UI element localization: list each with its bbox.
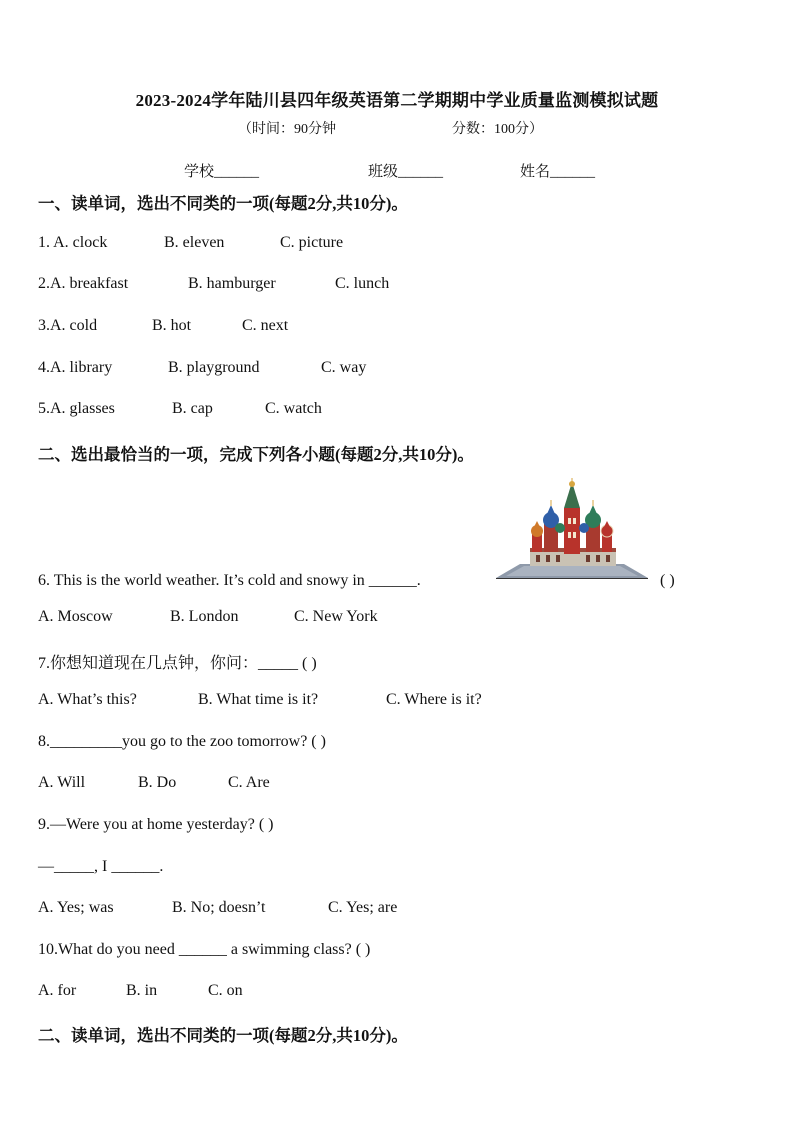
question-10-option-c: C. on (208, 982, 243, 999)
question-2 (38, 275, 128, 293)
question-6-option-c: C. New York (294, 608, 378, 625)
name-field: 姓名______ (520, 164, 596, 180)
option-c: C. watch (265, 400, 322, 417)
option-a: A. clock (53, 234, 108, 251)
option-b: B. eleven (164, 234, 225, 251)
question-7-option-c: C. Where is it? (386, 691, 482, 708)
class-field: 班级______ (368, 164, 444, 180)
option-a: A. library (50, 359, 113, 376)
question-10-option-a: A. for (38, 982, 77, 999)
option-b: B. playground (168, 359, 260, 376)
option-b: B. cap (172, 400, 213, 417)
question-number: 1. (38, 234, 54, 251)
question-8-option-a: A. Will (38, 774, 86, 791)
section-2-heading: 二、选出最恰当的一项，完成下列各小题(每题2分,共10分)。 (38, 445, 474, 464)
question-9-stem: 9.—Were you at home yesterday? ( ) (38, 816, 274, 833)
option-c: C. way (321, 359, 367, 376)
question-6-stem: 6. This is the world weather. It’s cold and snowy in ______. (38, 572, 421, 589)
option-b: B. hamburger (188, 275, 276, 292)
question-5 (38, 400, 115, 418)
option-a: A. breakfast (50, 275, 129, 292)
st-basils-cathedral-image (496, 478, 648, 580)
question-7-option-b: B. What time is it? (198, 691, 319, 708)
question-6-option-b: B. London (170, 608, 239, 625)
question-3 (38, 317, 97, 335)
option-c: C. lunch (335, 275, 390, 292)
question-10-option-b: B. in (126, 982, 158, 999)
option-a: A. cold (50, 317, 98, 334)
page-title: 2023-2024学年陆川县四年级英语第二学期期中学业质量监测模拟试题 (135, 91, 659, 110)
school-field: 学校______ (184, 164, 260, 180)
question-6-option-a: A. Moscow (38, 608, 113, 625)
image-baseline (496, 578, 648, 579)
question-9-stem-2: —_____, I ______. (38, 858, 164, 875)
question-8-option-c: C. Are (228, 774, 270, 791)
option-c: C. picture (280, 234, 344, 251)
question-number: 2. (38, 275, 50, 292)
question-8-stem: 8._________you go to the zoo tomorrow? ( ) (38, 733, 326, 750)
exam-time: （时间：90分钟 (238, 122, 336, 137)
central-tower (564, 508, 580, 554)
question-9-option-b: B. No; doesn’t (172, 899, 266, 916)
question-1 (38, 234, 107, 252)
option-a: A. glasses (50, 400, 115, 417)
question-9-option-c: C. Yes; are (328, 899, 398, 916)
section-1-heading: 一、读单词，选出不同类的一项(每题2分,共10分)。 (38, 194, 408, 213)
option-b: B. hot (152, 317, 192, 334)
question-number: 3. (38, 317, 50, 334)
question-number: 5. (38, 400, 50, 417)
question-6-answer-paren: ( ) (660, 572, 675, 589)
question-7-option-a: A. What’s this? (38, 691, 137, 708)
ground-plane-light (506, 566, 638, 576)
question-4 (38, 359, 112, 377)
question-9-option-a: A. Yes; was (38, 899, 114, 916)
option-c: C. next (242, 317, 289, 334)
question-8-option-b: B. Do (138, 774, 177, 791)
question-number: 4. (38, 359, 50, 376)
section-3-heading: 二、读单词，选出不同类的一项(每题2分,共10分)。 (38, 1026, 408, 1045)
exam-score: 分数：100分） (452, 122, 543, 137)
question-10-stem: 10.What do you need ______ a swimming class? ( ) (38, 941, 371, 958)
question-7-stem: 7.你想知道现在几点钟，你问：_____ ( ) (38, 655, 317, 672)
